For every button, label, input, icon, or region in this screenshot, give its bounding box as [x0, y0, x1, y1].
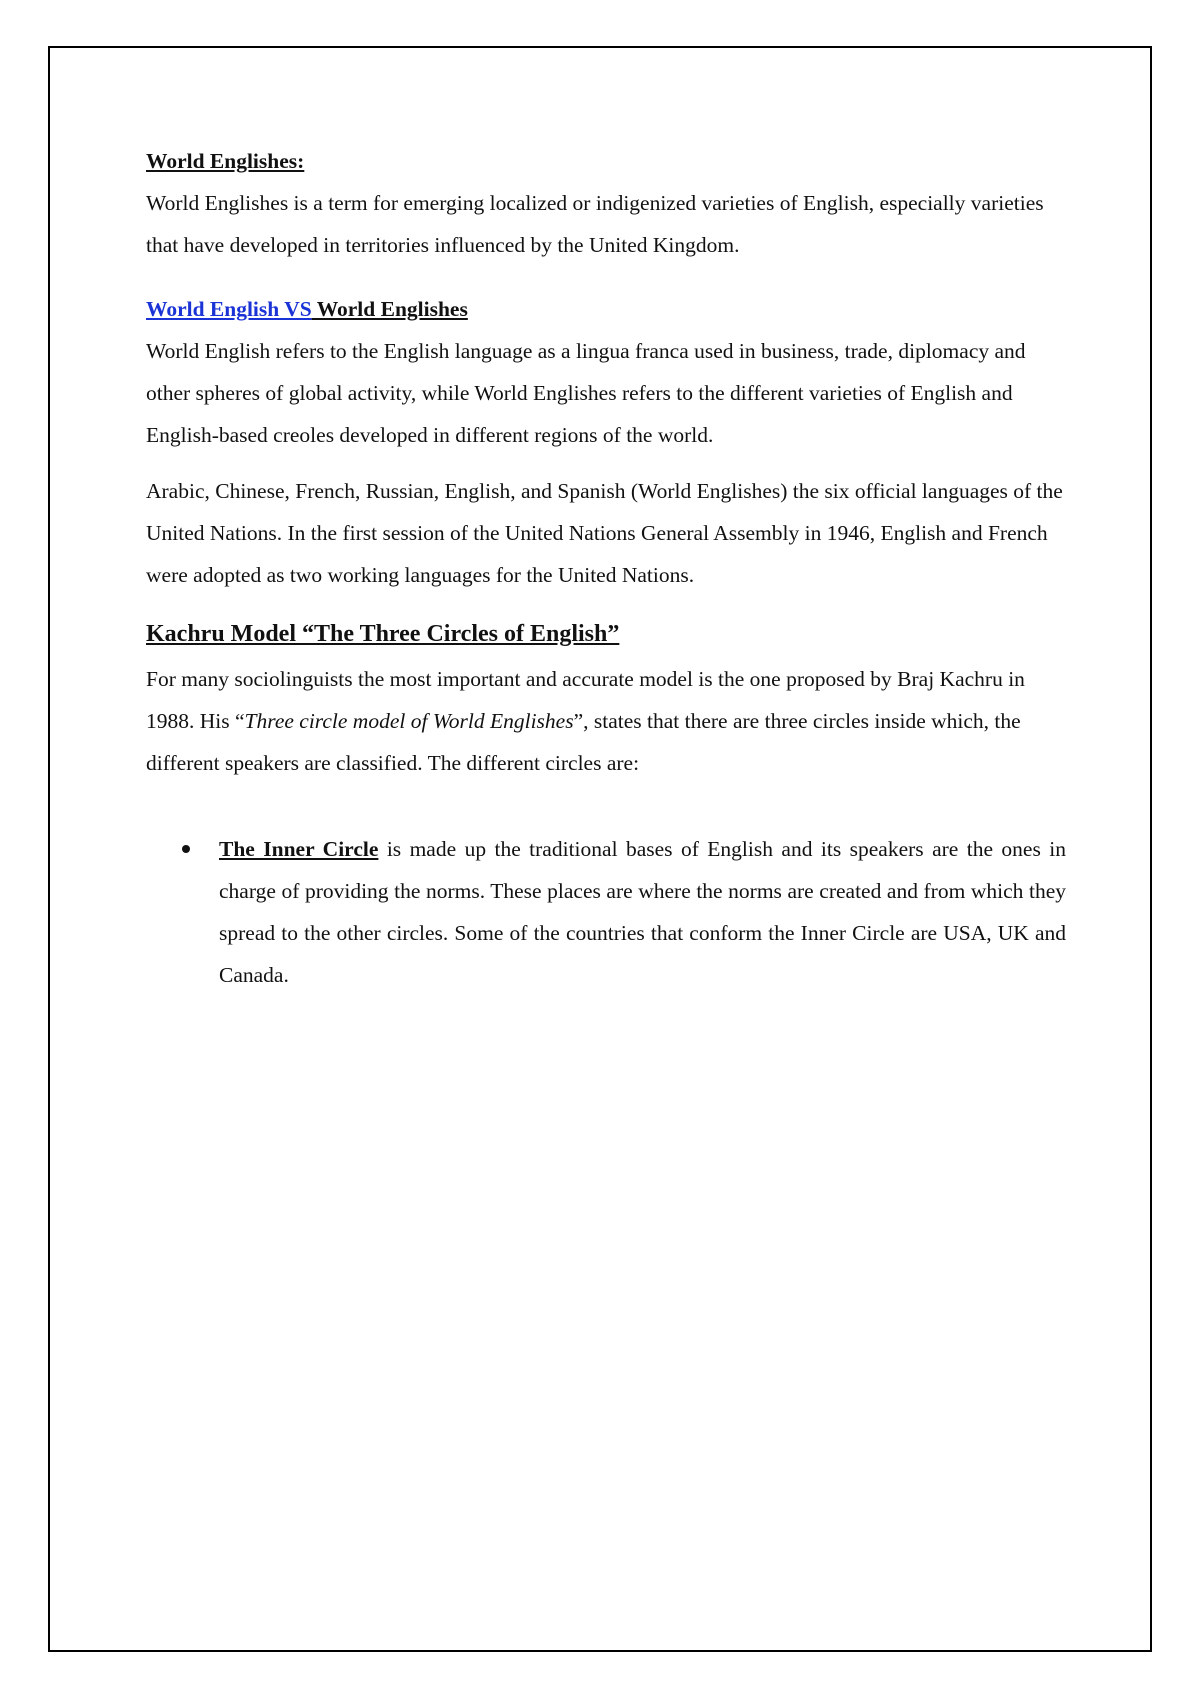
section-kachru-model	[146, 610, 1066, 996]
section-world-english-vs	[146, 288, 1066, 596]
paragraph-world-english-definition: World English refers to the English language as a lingua franca used in business, trade, diplomacy and other spheres of global activity, while World Englishes refers to the different varieties of English and English-based creoles developed in different regions of the world.	[146, 339, 1026, 447]
section-world-englishes	[146, 140, 1066, 266]
world-english-link[interactable]: World English VS	[146, 297, 312, 321]
section-heading-vs	[146, 288, 1066, 330]
paragraph-un-languages: Arabic, Chinese, French, Russian, English, and Spanish (World Englishes) the six official languages of the United Nations. In the first session of the United Nations General Assembly in 1946, English and French were adopted as two working languages for the United Nations.	[146, 479, 1063, 587]
section-heading-kachru: Kachru Model “The Three Circles of English”	[146, 621, 620, 647]
bullet-icon	[182, 845, 190, 853]
circles-list	[146, 828, 1066, 996]
section-body-world-englishes: World Englishes is a term for emerging localized or indigenized varieties of English, especially varieties that have developed in territories influenced by the United Kingdom.	[146, 191, 1044, 257]
bullet-term: The Inner Circle	[219, 837, 379, 861]
heading-rest: World Englishes	[311, 297, 468, 321]
document-content	[146, 140, 1066, 996]
bullet-text: is made up the traditional bases of English and its speakers are the ones in charge of providing the norms. These places are where the norms are created and from which they spread to the other circles. Some of the countries that conform the Inner Circle are USA, UK and Canada.	[219, 837, 1066, 987]
paragraph-kachru-intro	[146, 658, 1066, 784]
intro-italic-title: Three circle model of World Englishes	[244, 709, 574, 733]
list-item	[146, 828, 1066, 996]
intro-text-2: ”, states that there are three circles inside which, the different speakers are classified. The different circles are:	[146, 709, 1021, 775]
intro-text-1: For many sociolinguists the most important and accurate model is the one proposed by Braj Kachru in 1988. His “	[146, 667, 1025, 733]
section-heading-world-englishes: World Englishes:	[146, 149, 305, 173]
